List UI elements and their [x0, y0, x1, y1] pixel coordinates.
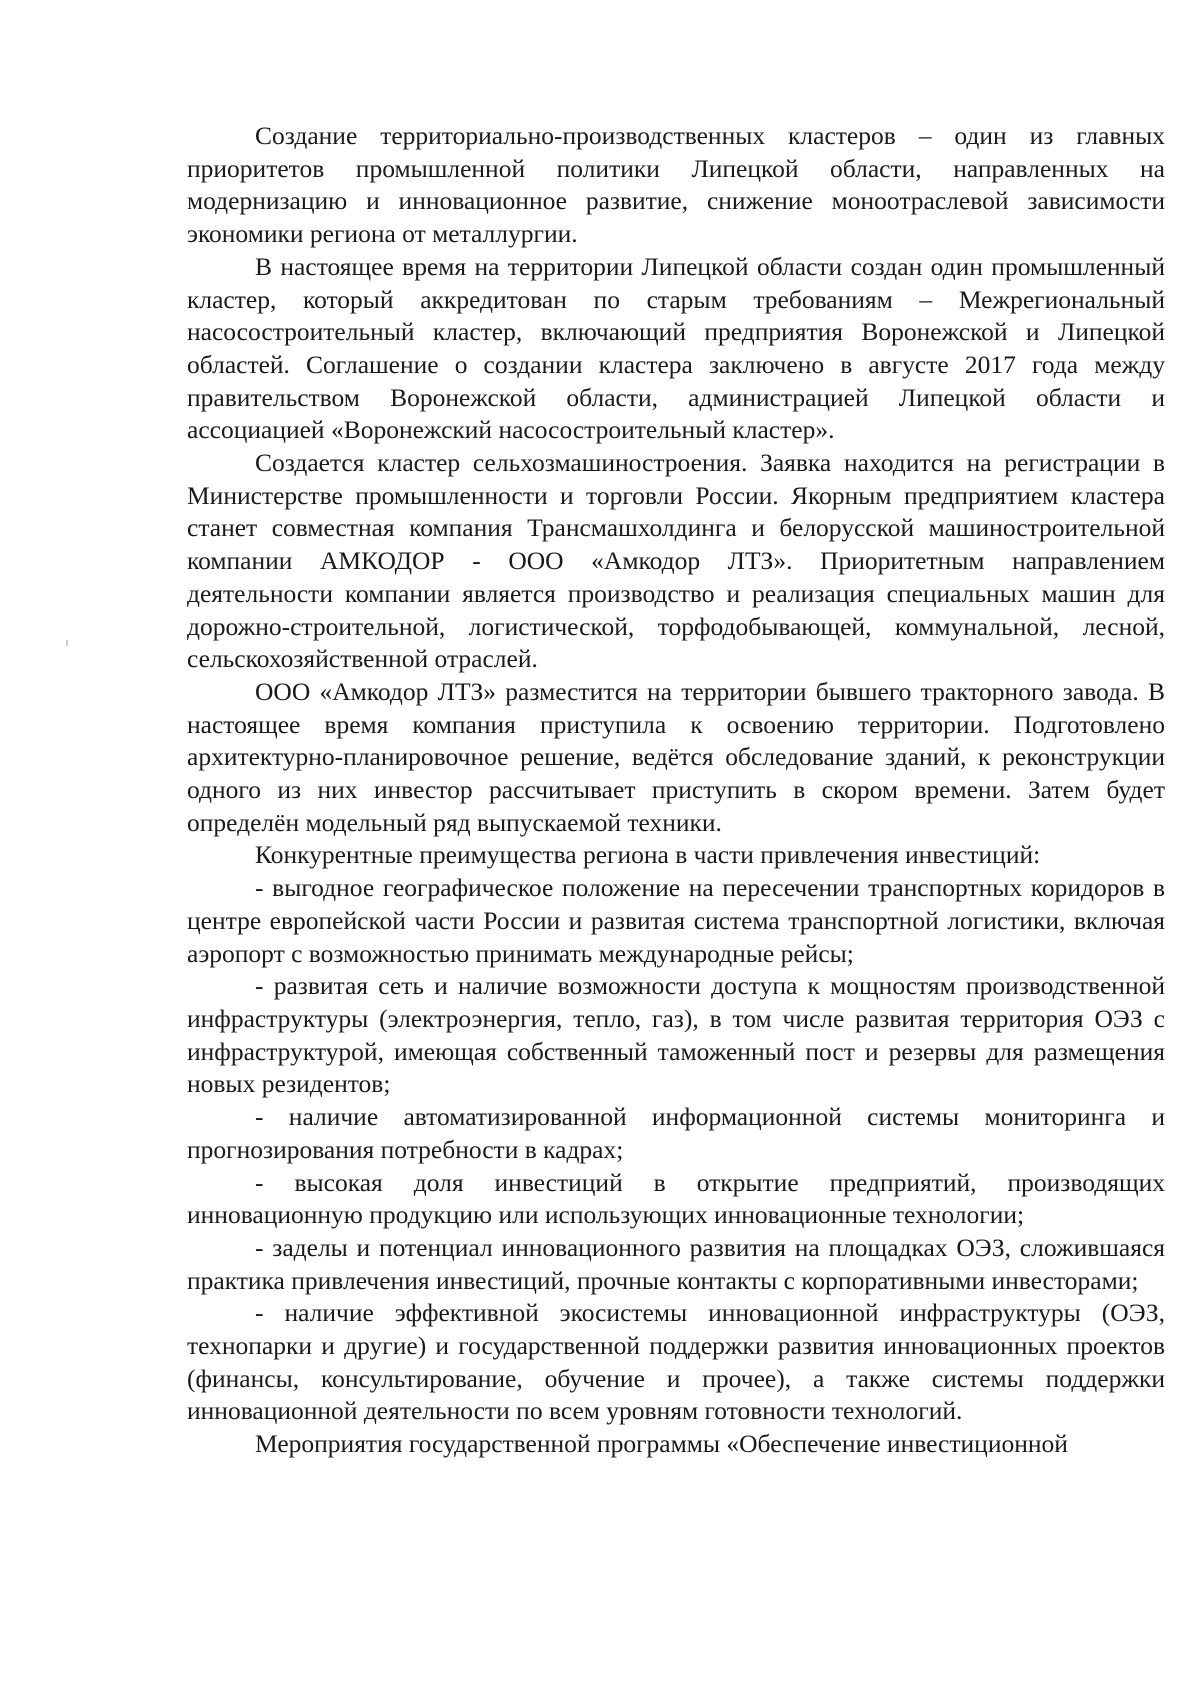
- scan-margin-mark: [66, 640, 68, 646]
- paragraph-pump-cluster: В настоящее время на территории Липецкой области создан один промышленный кластер, который аккредитован по старым требованиям – Межрегиональный насосостроительный кластер, включающий предприятия Воронежской и Липецкой областей. Соглашение о создании кластера заключено в августе 2017 года между правительством Воронежской области, администрацией Липецкой области и ассоциацией «Воронежский насосостроительный кластер».: [187, 251, 1165, 445]
- list-item: - наличие эффективной экосистемы инновационной инфраструктуры (ОЭЗ, технопарки и другие) и государственной поддержки развития инновационных проектов (финансы, консультирование, обучение и прочее), а также системы поддержки инновационной деятельности по всем уровням готовности технологий.: [187, 1298, 1165, 1426]
- paragraph-clusters-priority: Создание территориально-производственных кластеров – один из главных приоритетов промышленной политики Липецкой области, направленных на модернизацию и инновационное развитие, снижение моноотраслевой зависимости экономики региона от металлургии.: [187, 121, 1165, 249]
- list-item: - высокая доля инвестиций в открытие предприятий, производящих инновационную продукцию или использующих инновационные технологии;: [187, 1167, 1165, 1230]
- list-item: - наличие автоматизированной информационной системы мониторинга и прогнозирования потребности в кадрах;: [187, 1102, 1165, 1164]
- paragraph-agri-cluster: Создается кластер сельхозмашиностроения. Заявка находится на регистрации в Министерстве промышленности и торговли России. Якорным предприятием кластера станет совместная компания Трансмашхолдинга и белорусской машиностроительной компании АМКОДОР - ООО «Амкодор ЛТЗ». Приоритетным направлением деятельности компании является производство и реализация специальных машин для дорожно-строительной, логистической, торфодобывающей, коммунальной, лесной, сельскохозяйственной отраслей.: [187, 448, 1165, 674]
- paragraph-program-measures: Мероприятия государственной программы «Обеспечение инвестиционной: [255, 1429, 1068, 1459]
- list-item: - развитая сеть и наличие возможности доступа к мощностям производственной инфраструктуры (электроэнергия, тепло, газ), в том числе развитая территория ОЭЗ с инфраструктурой, имеющая собственный таможенный пост и резервы для размещения новых резидентов;: [187, 971, 1165, 1099]
- list-item: - заделы и потенциал инновационного развития на площадках ОЭЗ, сложившаяся практика привлечения инвестиций, прочные контакты с корпоративными инвесторами;: [187, 1232, 1165, 1295]
- list-item: - выгодное географическое положение на пересечении транспортных коридоров в центре европейской части России и развитая система транспортной логистики, включая аэропорт с возможностью принимать международные рейсы;: [187, 873, 1165, 968]
- document-body: [187, 120, 1165, 1461]
- paragraph-advantages-intro: Конкурентные преимущества региона в части привлечения инвестиций:: [255, 840, 1041, 870]
- paragraph-amkodor-ltz: ООО «Амкодор ЛТЗ» разместится на территории бывшего тракторного завода. В настоящее время компания приступила к освоению территории. Подготовлено архитектурно-планировочное решение, ведётся обследование зданий, к реконструкции одного из них инвестор рассчитывает приступить в скором времени. Затем будет определён модельный ряд выпускаемой техники.: [187, 676, 1165, 837]
